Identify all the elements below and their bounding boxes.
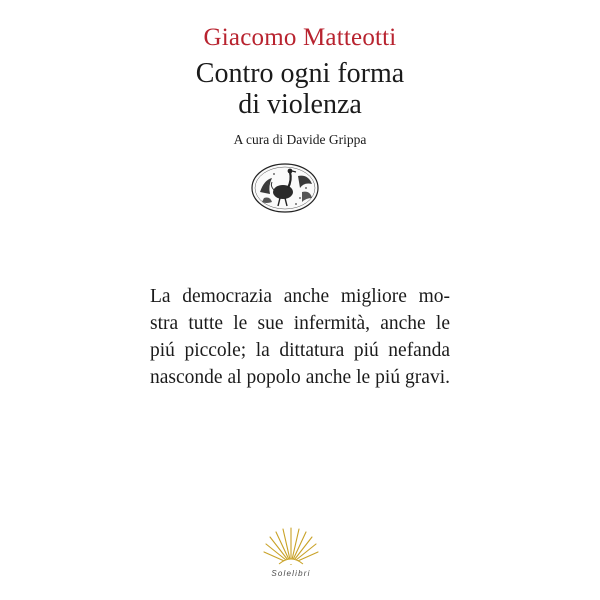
book-cover [137,0,463,600]
editor-credit: A cura di Davide Grippa [233,132,367,147]
quote-line-2: stra tutte le sue infermità, anche le [150,313,450,334]
series-logo-text: Solelibri [271,569,311,578]
book-title-line-2: di violenza [238,89,362,120]
book-title [137,58,463,120]
quote-line-4: nasconde al popolo anche le piú gravi. [150,367,450,388]
ostrich-emblem-icon [250,162,320,214]
book-title-line-1: Contro ogni forma [195,58,405,89]
quote-line-3: piú piccole; la dittatura piú nefanda [150,340,450,361]
series-logo [261,524,321,580]
author-name: Giacomo Matteotti [203,24,397,51]
quote-line-1: La democrazia anche migliore mo- [150,286,450,307]
sun-rays-logo-icon [261,524,321,568]
cover-quote [150,283,450,391]
